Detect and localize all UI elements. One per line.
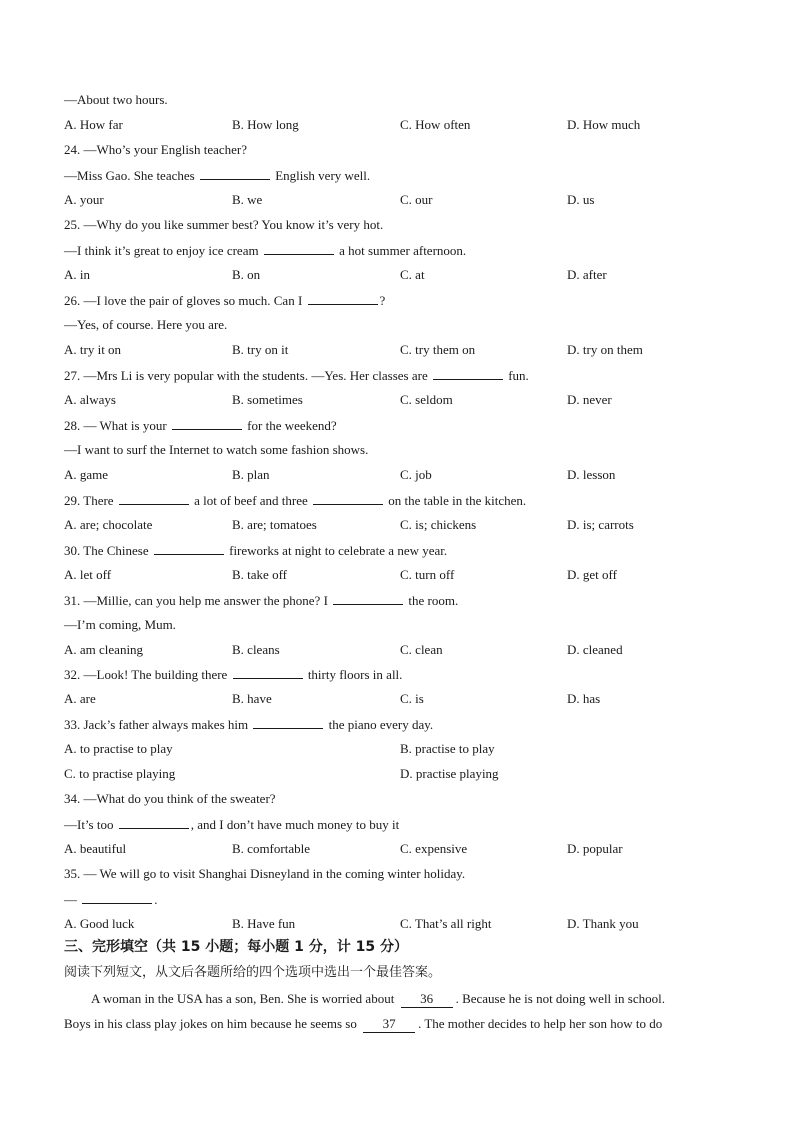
q28-option-c[interactable]: C. job [400, 467, 432, 482]
q23-option-c[interactable]: C. How often [400, 117, 471, 132]
q29-option-c[interactable]: C. is; chickens [400, 517, 477, 532]
q33-option-a[interactable]: A. to practise to play [64, 741, 173, 756]
q33-question [64, 716, 433, 733]
q29-blank-2 [313, 492, 383, 505]
q29-option-a[interactable]: A. are; chocolate [64, 517, 153, 532]
passage-text: Boys in his class play jokes on him because he seems so [64, 1016, 357, 1031]
q27-option-a[interactable]: A. always [64, 392, 116, 407]
q25-option-c[interactable]: C. at [400, 267, 425, 282]
q25-answer-line [64, 242, 466, 259]
q32-option-c[interactable]: C. is [400, 691, 424, 706]
q30-text-pre: 30. The Chinese [64, 543, 149, 558]
q35-answer-line [64, 891, 158, 908]
q23-answer-line: —About two hours. [64, 92, 168, 107]
q35-option-d[interactable]: D. Thank you [567, 916, 639, 931]
q31-text-pre: 31. —Millie, can you help me answer the phone? I [64, 593, 328, 608]
q23-option-b[interactable]: B. How long [232, 117, 299, 132]
section-3-instruction: 阅读下列短文，从文后各题所给的四个选项中选出一个最佳答案。 [64, 965, 442, 980]
q33-text-pre: 33. Jack’s father always makes him [64, 717, 249, 732]
q27-text-pre: 27. —Mrs Li is very popular with the students. —Yes. Her classes are [64, 368, 428, 383]
q31-option-d[interactable]: D. cleaned [567, 642, 623, 657]
q35-option-a[interactable]: A. Good luck [64, 916, 135, 931]
q24-option-d[interactable]: D. us [567, 192, 595, 207]
q30-option-b[interactable]: B. take off [232, 567, 287, 582]
q33-option-c[interactable]: C. to practise playing [64, 766, 176, 781]
q35-text-post: . [154, 892, 158, 907]
q32-blank [233, 666, 303, 679]
q25-text-post: a hot summer afternoon. [339, 243, 467, 258]
q32-option-a[interactable]: A. are [64, 691, 96, 706]
q25-option-d[interactable]: D. after [567, 267, 607, 282]
q32-option-b[interactable]: B. have [232, 691, 272, 706]
q29-blank-1 [119, 492, 189, 505]
q26-option-d[interactable]: D. try on them [567, 342, 643, 357]
q27-blank [433, 367, 503, 380]
q27-option-b[interactable]: B. sometimes [232, 392, 303, 407]
q29-option-b[interactable]: B. are; tomatoes [232, 517, 317, 532]
q35-text-pre: — [64, 892, 77, 907]
q25-blank [264, 242, 334, 255]
q26-text-post: ? [379, 293, 386, 308]
q34-option-c[interactable]: C. expensive [400, 841, 468, 856]
q25-option-a[interactable]: A. in [64, 267, 90, 282]
passage-text: A woman in the USA has a son, Ben. She is worried about [91, 991, 395, 1006]
q31-option-c[interactable]: C. clean [400, 642, 443, 657]
q34-text-pre: —It’s too [64, 817, 114, 832]
q25-text-pre: —I think it’s great to enjoy ice cream [64, 243, 259, 258]
q31-blank [333, 592, 403, 605]
q29-text-b: a lot of beef and three [194, 493, 308, 508]
q33-blank [253, 716, 323, 729]
q26-text-pre: 26. —I love the pair of gloves so much. Can I [64, 293, 303, 308]
q26-option-c[interactable]: C. try them on [400, 342, 476, 357]
q33-option-d[interactable]: D. practise playing [400, 766, 499, 781]
q28-option-a[interactable]: A. game [64, 467, 109, 482]
cloze-blank-37: 37 [363, 1016, 415, 1033]
q24-answer-line [64, 167, 370, 184]
q31-text-post: the room. [408, 593, 459, 608]
q27-text-post: fun. [508, 368, 529, 383]
q27-option-d[interactable]: D. never [567, 392, 612, 407]
q29-option-d[interactable]: D. is; carrots [567, 517, 634, 532]
q34-option-a[interactable]: A. beautiful [64, 841, 127, 856]
q29-text-a: 29. There [64, 493, 114, 508]
q26-blank [308, 292, 378, 305]
q24-blank [200, 167, 270, 180]
q23-option-d[interactable]: D. How much [567, 117, 641, 132]
q24-question: 24. —Who’s your English teacher? [64, 142, 248, 157]
q28-option-d[interactable]: D. lesson [567, 467, 616, 482]
q34-option-b[interactable]: B. comfortable [232, 841, 310, 856]
q28-answer-line: —I want to surf the Internet to watch some fashion shows. [64, 442, 369, 457]
q35-blank [82, 891, 152, 904]
passage-line-2 [64, 1016, 662, 1033]
q26-question [64, 292, 385, 309]
q34-question: 34. —What do you think of the sweater? [64, 791, 276, 806]
passage-text: . The mother decides to help her son how to do [418, 1016, 663, 1031]
q28-question [64, 417, 337, 434]
q26-answer-line: —Yes, of course. Here you are. [64, 317, 228, 332]
q32-option-d[interactable]: D. has [567, 691, 601, 706]
q35-question: 35. — We will go to visit Shanghai Disneyland in the coming winter holiday. [64, 866, 466, 881]
q31-option-a[interactable]: A. am cleaning [64, 642, 144, 657]
q32-text-post: thirty floors in all. [307, 667, 403, 682]
q32-question [64, 666, 402, 683]
q23-option-a[interactable]: A. How far [64, 117, 123, 132]
q28-text-pre: 28. — What is your [64, 418, 167, 433]
q25-question: 25. —Why do you like summer best? You know it’s very hot. [64, 217, 384, 232]
q28-text-post: for the weekend? [247, 418, 337, 433]
q24-option-a[interactable]: A. your [64, 192, 104, 207]
q28-blank [172, 417, 242, 430]
q30-blank [154, 542, 224, 555]
q30-text-post: fireworks at night to celebrate a new year. [229, 543, 448, 558]
q24-option-b[interactable]: B. we [232, 192, 263, 207]
q33-text-post: the piano every day. [328, 717, 434, 732]
q28-option-b[interactable]: B. plan [232, 467, 270, 482]
q34-answer-line [64, 816, 399, 833]
q24-option-c[interactable]: C. our [400, 192, 433, 207]
q30-option-d[interactable]: D. get off [567, 567, 617, 582]
q30-question [64, 542, 447, 559]
q33-option-b[interactable]: B. practise to play [400, 741, 495, 756]
q25-option-b[interactable]: B. on [232, 267, 261, 282]
cloze-blank-36: 36 [401, 991, 453, 1008]
q30-option-a[interactable]: A. let off [64, 567, 112, 582]
q35-option-b[interactable]: B. Have fun [232, 916, 296, 931]
section-3-title: 三、完形填空（共 15 小题；每小题 1 分，计 15 分） [64, 939, 408, 955]
q29-question [64, 492, 526, 509]
q35-option-c[interactable]: C. That’s all right [400, 916, 492, 931]
q34-blank [119, 816, 189, 829]
q30-option-c[interactable]: C. turn off [400, 567, 455, 582]
q27-question [64, 367, 529, 384]
q34-option-d[interactable]: D. popular [567, 841, 623, 856]
q27-option-c[interactable]: C. seldom [400, 392, 453, 407]
q26-option-a[interactable]: A. try it on [64, 342, 122, 357]
q26-option-b[interactable]: B. try on it [232, 342, 289, 357]
q34-text-post: , and I don’t have much money to buy it [190, 817, 400, 832]
q24-text-pre: —Miss Gao. She teaches [64, 168, 195, 183]
q24-text-post: English very well. [275, 168, 371, 183]
q31-answer-line: —I’m coming, Mum. [64, 617, 176, 632]
q29-text-c: on the table in the kitchen. [388, 493, 527, 508]
q32-text-pre: 32. —Look! The building there [64, 667, 228, 682]
q31-question [64, 592, 458, 609]
passage-line-1 [91, 991, 665, 1008]
passage-text: . Because he is not doing well in school. [455, 991, 665, 1006]
q31-option-b[interactable]: B. cleans [232, 642, 280, 657]
